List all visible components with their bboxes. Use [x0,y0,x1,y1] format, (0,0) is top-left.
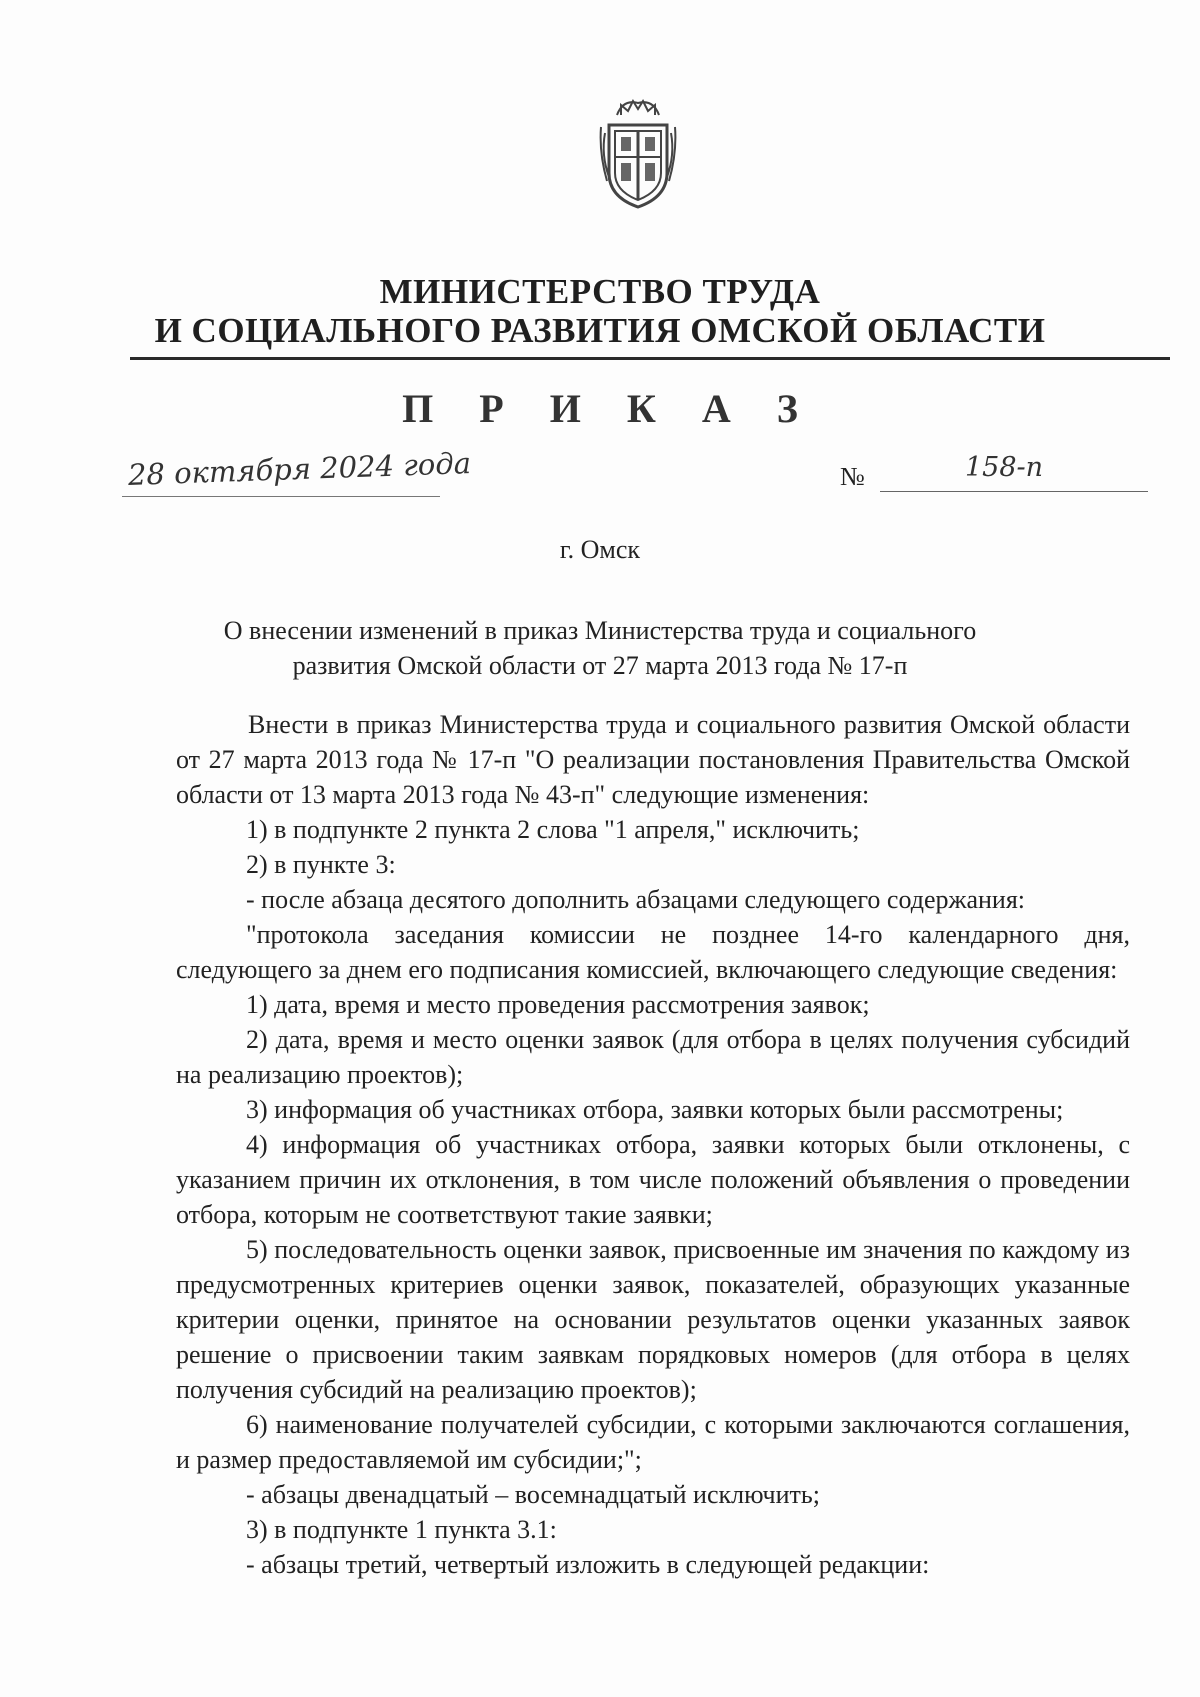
order-body [176,707,1130,1582]
number-sign: № [840,462,865,491]
body-paragraph: 4) информация об участниках отбора, заявки которых были отклонены, с указанием причин их отклонения, в том числе положений объявления о проведении отбора, которым не соответствуют такие заявки; [176,1130,1130,1229]
body-paragraph: 2) дата, время и место оценки заявок (для отбора в целях получения субсидий на реализацию проектов); [176,1025,1130,1089]
body-paragraph: 2) в пункте 3: [246,850,396,879]
date-underline [122,496,440,497]
coat-of-arms-emblem [597,93,679,211]
body-paragraph: "протокола заседания комиссии не позднее 14-го календарного дня, следующего за днем его подписания комиссией, включающего следующие сведения: [176,920,1130,984]
ministry-name-line1: МИНИСТЕРСТВО ТРУДА [379,272,821,311]
body-paragraph: - абзацы третий, четвертый изложить в следующей редакции: [246,1550,930,1579]
body-paragraph: - после абзаца десятого дополнить абзацами следующего содержания: [246,885,1025,914]
body-paragraph: 5) последовательность оценки заявок, присвоенные им значения по каждому из предусмотренных критериев оценки заявок, показателей, образующих указанные критерии оценки, принятое на основании результатов оценки указанных заявок решение о присвоении таким заявкам порядковых номеров (для отбора в целях получения субсидий на реализацию проектов); [176,1235,1130,1404]
body-paragraph: 1) дата, время и место проведения рассмотрения заявок; [246,990,870,1019]
body-paragraph: 6) наименование получателей субсидии, с которыми заключаются соглашения, и размер предоставляемой им субсидии;"; [176,1410,1130,1474]
body-paragraph: 3) в подпункте 1 пункта 3.1: [246,1515,557,1544]
ministry-name-line2: И СОЦИАЛЬНОГО РАЗВИТИЯ ОМСКОЙ ОБЛАСТИ [154,311,1046,350]
handwritten-order-number: 158-п [965,452,1044,483]
body-paragraph: - абзацы двенадцатый – восемнадцатый исключить; [246,1480,820,1509]
document-type-title: П Р И К А З [402,386,816,431]
body-paragraph: 3) информация об участниках отбора, заявки которых были рассмотрены; [246,1095,1064,1124]
subject-line1: О внесении изменений в приказ Министерства труда и социального [223,616,977,645]
subject-line2: развития Омской области от 27 марта 2013 года № 17-п [292,651,908,680]
order-subject [150,613,1050,683]
handwritten-date: 28 октября 2024 года [127,446,472,492]
header-divider [130,357,1170,360]
city-label: г. Омск [559,535,641,564]
body-paragraph: Внести в приказ Министерства труда и социального развития Омской области от 27 марта 2013 года № 17-п "О реализации постановления Правительства Омской области от 13 марта 2013 года № 43-п" следующие изменения: [176,710,1130,809]
body-paragraph: 1) в подпункте 2 пункта 2 слова "1 апреля," исключить; [246,815,860,844]
number-underline [880,491,1148,492]
